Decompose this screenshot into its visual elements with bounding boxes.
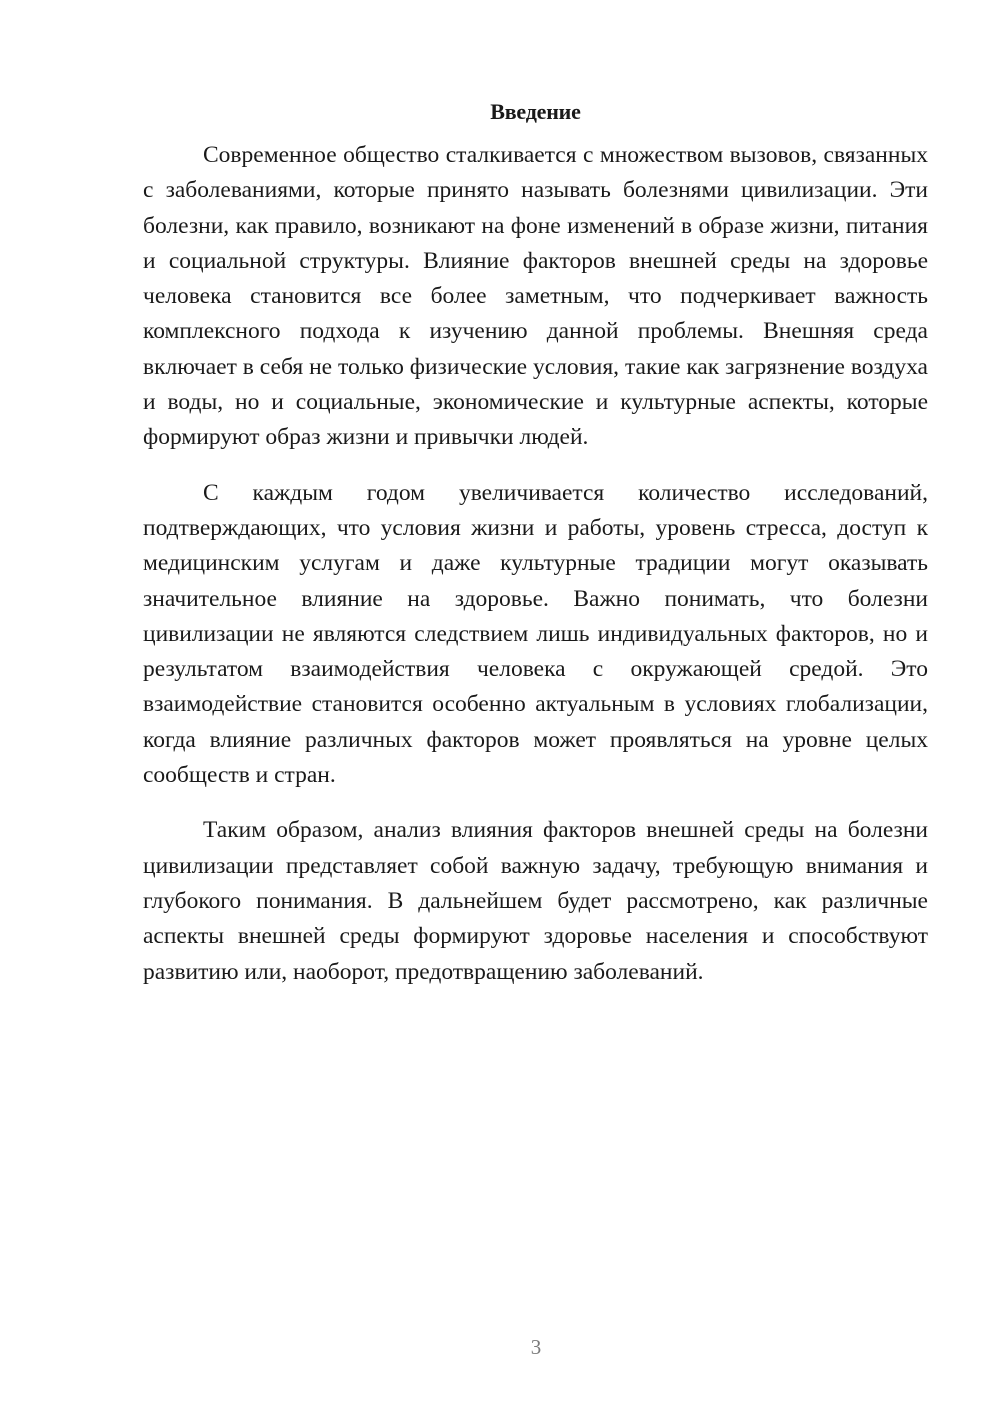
page-content bbox=[143, 95, 928, 1010]
page-number: 3 bbox=[530, 1335, 542, 1359]
paragraph-3: Таким образом, анализ влияния факторов внешней среды на болезни цивилизации представляет собой важную задачу, требующую внимания и глубокого понимания. В дальнейшем будет рассмотрено, как различные аспекты внешней среды формируют здоровье населения и способствуют развитию или, наоборот, предотвращению заболеваний. bbox=[143, 817, 928, 985]
section-title: Введение bbox=[490, 99, 581, 124]
paragraph-2: С каждым годом увеличивается количество исследований, подтверждающих, что условия жизни и работы, уровень стресса, доступ к медицинским услугам и даже культурные традиции могут оказывать значительное влияние на здоровье. Важно понимать, что болезни цивилизации не являются следствием лишь индивидуальных факторов, но и результатом взаимодействия человека с окружающей средой. Это взаимодействие становится особенно актуальным в условиях глобализации, когда влияние различных факторов может проявляться на уровне целых сообществ и стран. bbox=[143, 479, 928, 789]
paragraph-1: Современное общество сталкивается с множеством вызовов, связанных с заболеваниями, которые принято называть болезнями цивилизации. Эти болезни, как правило, возникают на фоне изменений в образе жизни, питания и социальной структуры. Влияние факторов внешней среды на здоровье человека становится все более заметным, что подчеркивает важность комплексного подхода к изучению данной проблемы. Внешняя среда включает в себя не только физические условия, такие как загрязнение воздуха и воды, но и социальные, экономические и культурные аспекты, которые формируют образ жизни и привычки людей. bbox=[143, 142, 928, 451]
